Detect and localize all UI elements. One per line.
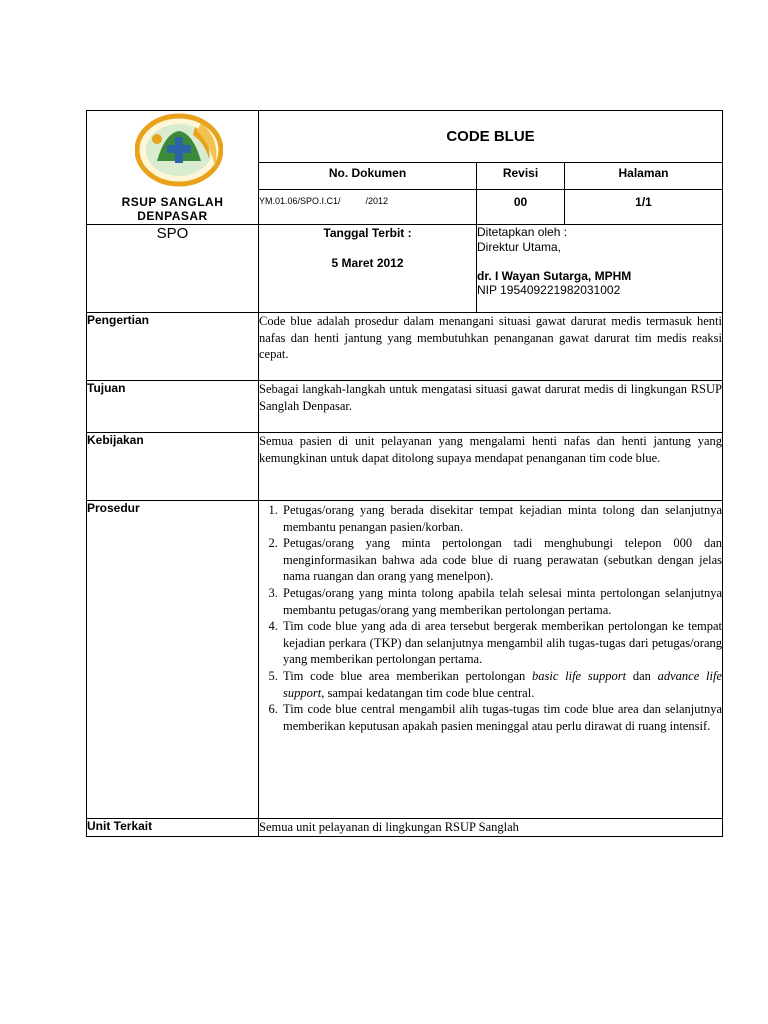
tujuan-text: Sebagai langkah-langkah untuk mengatasi situasi gawat darurat medis di lingkungan RSUP Sanglah Denpasar. bbox=[259, 381, 723, 433]
hospital-logo-icon bbox=[135, 113, 223, 187]
prosedur-item-5-part-a: Tim code blue area memberikan pertolongan bbox=[283, 668, 532, 683]
prosedur-item-5-als: advance life support bbox=[283, 668, 722, 700]
pengertian-text: Code blue adalah prosedur dalam menangani situasi gawat darurat medis termasuk henti nafas dan henti jantung yang membutuhkan penanganan gawat darurat tim medis reaksi cepat. bbox=[259, 313, 723, 381]
prosedur-label: Prosedur bbox=[87, 501, 259, 819]
spo-document-table bbox=[86, 110, 723, 837]
prosedur-content bbox=[259, 501, 723, 819]
prosedur-item-1: 1. Petugas/orang yang berada disekitar tempat kejadian minta tolong dan selanjutnya membantu penangan pasien/korban. bbox=[281, 502, 722, 535]
prosedur-item-5-bls: basic life support bbox=[532, 668, 627, 683]
unit-terkait-text: Semua unit pelayanan di lingkungan RSUP Sanglah bbox=[259, 819, 723, 837]
prosedur-item-2: 2. Petugas/orang yang minta pertolongan tadi menghubungi telepon 000 dan menginformasikan bahwa ada code blue di ruang perawatan (sebutkan dengan jelas nama ruangan dan orang yang menelpon). bbox=[281, 535, 722, 585]
no-dokumen-value: YM.01.06/SPO.I.C1/ /2012 bbox=[259, 190, 477, 225]
document-title: CODE BLUE bbox=[259, 111, 723, 163]
spo-label: SPO bbox=[87, 225, 259, 313]
halaman-value: 1/1 bbox=[565, 190, 723, 225]
unit-terkait-label: Unit Terkait bbox=[87, 819, 259, 837]
prosedur-item-5-part-e: , sampai kedatangan tim code blue central. bbox=[321, 685, 535, 700]
hospital-logo-cell bbox=[87, 111, 259, 225]
no-dokumen-label: No. Dokumen bbox=[259, 163, 477, 190]
prosedur-list bbox=[259, 502, 722, 734]
revisi-label: Revisi bbox=[477, 163, 565, 190]
tanggal-terbit bbox=[259, 225, 477, 313]
prosedur-item-5 bbox=[281, 668, 722, 701]
revisi-value: 00 bbox=[477, 190, 565, 225]
signer-nip: NIP 195409221982031002 bbox=[477, 283, 621, 297]
hospital-name: RSUP SANGLAH DENPASAR bbox=[121, 195, 224, 223]
tanggal-value: 5 Maret 2012 bbox=[331, 256, 404, 270]
ditetapkan-block bbox=[477, 225, 723, 313]
prosedur-item-5-part-c: dan bbox=[626, 668, 658, 683]
prosedur-item-4: 4. Tim code blue yang ada di area tersebut bergerak memberikan pertolongan ke tempat kejadian perkara (TKP) dan selanjutnya mengambil alih tugas-tugas dari petugas/orang yang memberikan pertolongan pertama. bbox=[281, 618, 722, 668]
kebijakan-text: Semua pasien di unit pelayanan yang mengalami henti nafas dan henti jantung yang kemungkinan untuk dapat ditolong supaya mendapat penanganan tim code blue. bbox=[259, 433, 723, 501]
halaman-label: Halaman bbox=[565, 163, 723, 190]
tanggal-label: Tanggal Terbit : bbox=[323, 226, 412, 240]
tujuan-label: Tujuan bbox=[87, 381, 259, 433]
signer-name: dr. I Wayan Sutarga, MPHM bbox=[477, 269, 632, 283]
prosedur-item-3: 3. Petugas/orang yang minta tolong apabila telah selesai minta pertolongan selanjutnya membantu petugas/orang yang memberikan pertolongan pertama. bbox=[281, 585, 722, 618]
kebijakan-label: Kebijakan bbox=[87, 433, 259, 501]
prosedur-item-6: 6. Tim code blue central mengambil alih tugas-tugas tim code blue area dan selanjutnya memberikan keputusan apakah pasien meninggal atau perlu dirawat di ruang intensif. bbox=[281, 701, 722, 734]
ditetapkan-line2: Direktur Utama, bbox=[477, 240, 562, 254]
ditetapkan-line1: Ditetapkan oleh : bbox=[477, 225, 568, 239]
pengertian-label: Pengertian bbox=[87, 313, 259, 381]
